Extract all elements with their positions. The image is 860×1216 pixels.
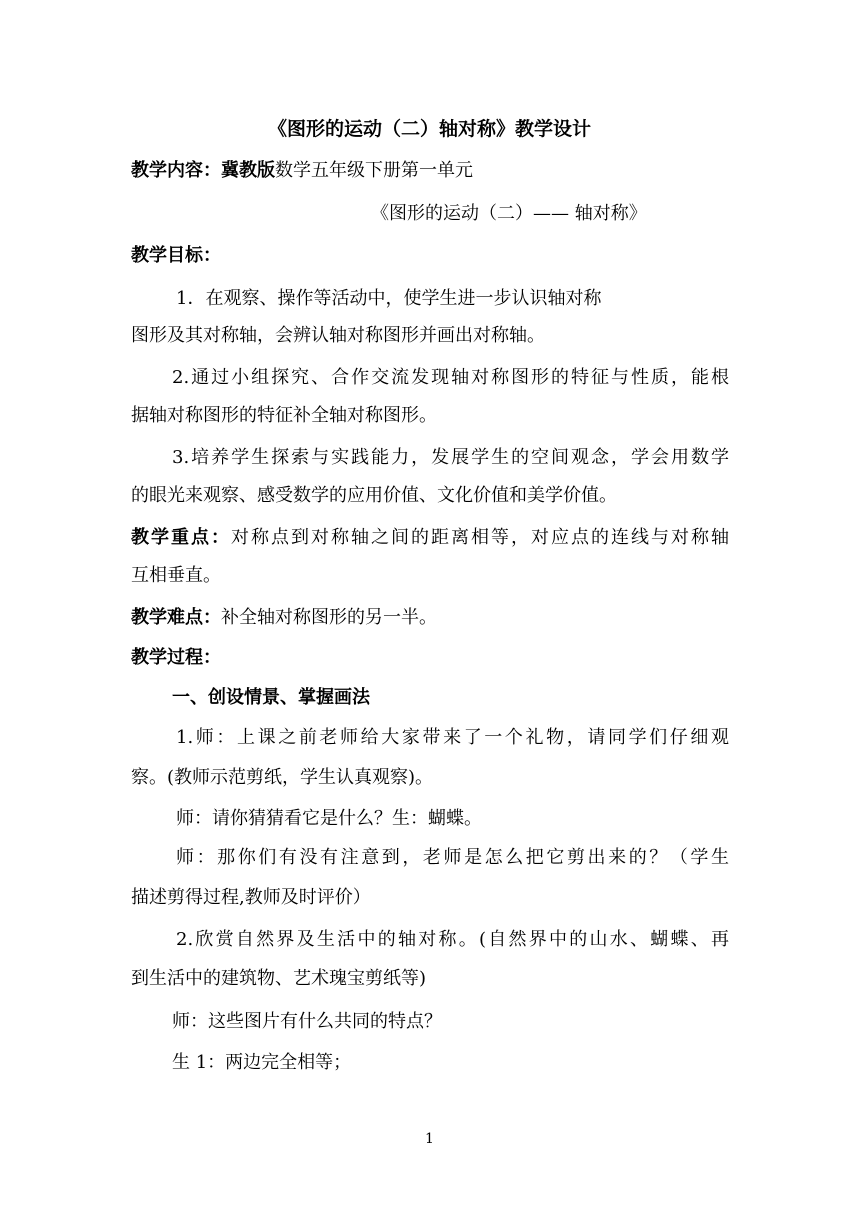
process-para-3-line-1: 师：那你们有没有注意到，老师是怎么把它剪出来的？（学生	[176, 847, 729, 868]
process-para-3-line-2: 描述剪得过程,教师及时评价）	[131, 887, 371, 908]
key-point	[131, 526, 729, 550]
difficulty	[131, 606, 437, 630]
goal-3-line-2: 的眼光来观察、感受数学的应用价值、文化价值和美学价值。	[131, 485, 617, 506]
difficulty-text: 补全轴对称图形的另一半。	[221, 607, 437, 628]
goal-3-line-1: 3.培养学生探索与实践能力，发展学生的空间观念，学会用数学	[172, 447, 729, 468]
key-point-label: 教学重点：	[131, 527, 231, 548]
key-point-text: 对称点到对称轴之间的距离相等，对应点的连线与对称轴	[231, 527, 729, 548]
section-heading-1: 一、创设情景、掌握画法	[172, 687, 370, 708]
goal-2-line-2: 据轴对称图形的特征补全轴对称图形。	[131, 405, 437, 426]
teaching-process-label: 教学过程：	[131, 647, 221, 668]
process-para-1-line-1: 1.师：上课之前老师给大家带来了一个礼物，请同学们仔细观	[176, 727, 729, 748]
process-para-4-line-2: 到生活中的建筑物、艺术瑰宝剪纸等)	[131, 968, 427, 989]
teaching-goals-label: 教学目标：	[131, 245, 221, 266]
teaching-content-label: 教学内容：	[131, 160, 221, 181]
difficulty-label: 教学难点：	[131, 607, 221, 628]
document-title: 《图形的运动（二）轴对称》教学设计	[268, 118, 592, 140]
process-para-4-line-1: 2.欣赏自然界及生活中的轴对称。(自然界中的山水、蝴蝶、再	[176, 929, 729, 950]
goal-2-line-1: 2.通过小组探究、合作交流发现轴对称图形的特征与性质，能根	[172, 367, 729, 388]
unit-title: 《图形的运动（二）—— 轴对称》	[371, 203, 647, 224]
teaching-content	[131, 159, 473, 183]
key-point-line-2: 互相垂直。	[131, 565, 221, 586]
process-para-5: 师：这些图片有什么共同的特点？	[172, 1011, 442, 1032]
publisher-name: 冀教版	[221, 160, 275, 181]
process-para-1-line-2: 察。(教师示范剪纸，学生认真观察)。	[131, 767, 434, 788]
goal-1-line-1: 1．在观察、操作等活动中，使学生进一步认识轴对称	[176, 288, 602, 309]
process-para-6: 生 1：两边完全相等；	[172, 1052, 352, 1073]
page-number: 1	[425, 1131, 434, 1147]
goal-1-line-2: 图形及其对称轴，会辨认轴对称图形并画出对称轴。	[131, 325, 545, 346]
teaching-content-text: 数学五年级下册第一单元	[275, 160, 473, 181]
process-para-2: 师：请你猜猜看它是什么？生：蝴蝶。	[176, 808, 482, 829]
